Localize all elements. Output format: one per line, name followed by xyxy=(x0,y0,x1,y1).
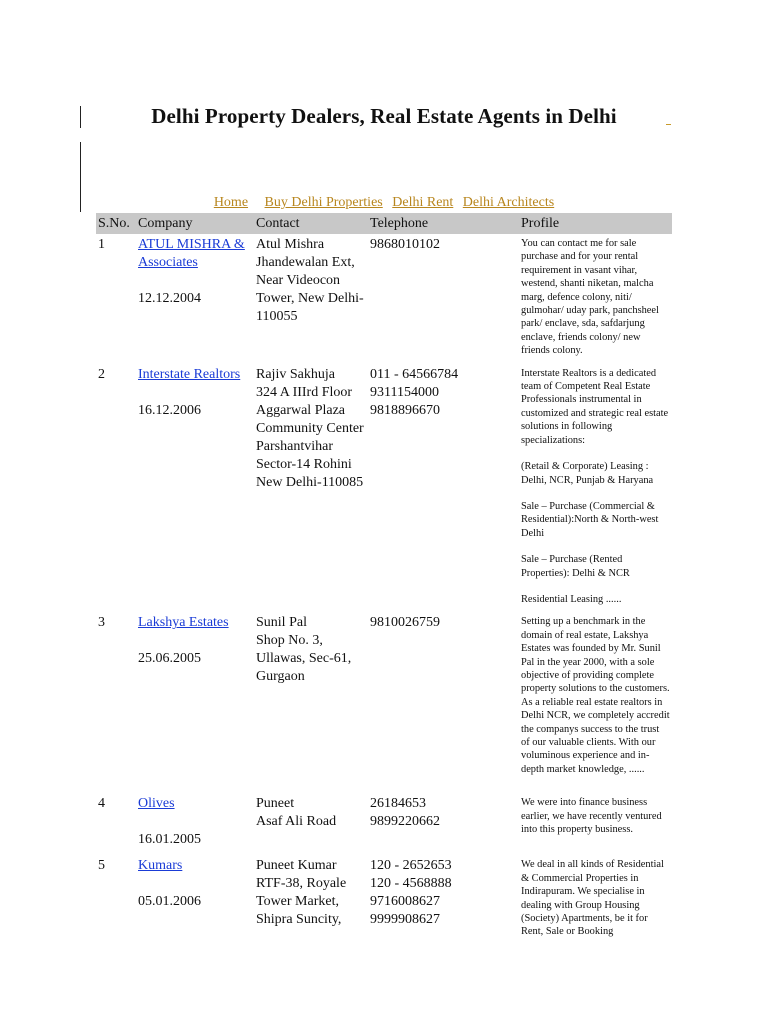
row-sno: 4 xyxy=(98,796,105,812)
company-link[interactable]: ATUL MISHRA & Associates xyxy=(138,237,245,270)
header-sno: S.No. xyxy=(96,213,136,234)
phone-number: 9311154000 xyxy=(370,384,439,400)
phone-number: 9818896670 xyxy=(370,402,440,418)
contact-name: Sunil Pal xyxy=(256,615,307,631)
header-telephone: Telephone xyxy=(368,213,519,234)
row-profile-cell xyxy=(519,793,672,855)
nav-buy-link[interactable]: Buy Delhi Properties xyxy=(264,195,383,210)
profile-text: (Retail & Corporate) Leasing : Delhi, NCR, Punjab & Haryana xyxy=(521,461,654,486)
profile-text: Interstate Realtors is a dedicated team of Competent Real Estate Professionals instrumental in customized and strategic real estate solutions in following specializations: xyxy=(521,367,669,446)
contact-address: Jhandewalan Ext, Near Videocon Tower, New Delhi-110055 xyxy=(256,255,364,324)
row-sno: 1 xyxy=(98,237,105,252)
company-link[interactable]: Olives xyxy=(138,796,175,812)
contact-address: Asaf Ali Road xyxy=(256,814,337,830)
header-profile: Profile xyxy=(519,213,672,234)
company-link[interactable]: Lakshya Estates xyxy=(138,615,229,631)
row-company-cell xyxy=(136,855,254,946)
row-company-cell xyxy=(136,793,254,855)
contact-name: Atul Mishra xyxy=(256,237,325,252)
header-company: Company xyxy=(136,213,254,234)
profile-text: You can contact me for sale purchase and for your rental requirement in vasant vihar, westend, shanti niketan, malcha marg, defence colony, niti/ gulmohar/ uday park, panchsheel park/ enclave, sda, safdarjung enclave, friends colony/ new friends colony. xyxy=(521,238,659,357)
profile-text: Setting up a benchmark in the domain of real estate, Lakshya Estates was founded by Mr. Sunil Pal in the year 2000, with a sole objective of providing complete property solutions to the customers. As a reliable real estate realtors in Delhi NCR, we completely accredit the companys success to the trust of our valuable clients. With our voluminous experience and in-depth market knowledge, ...... xyxy=(521,616,670,775)
phone-number: 120 - 2652653 xyxy=(370,858,452,874)
row-profile-cell xyxy=(519,234,672,364)
listing-date: 16.01.2005 xyxy=(138,832,201,848)
phone-number: 9899220662 xyxy=(370,814,440,830)
contact-address: Shop No. 3, Ullawas, Sec-61, Gurgaon xyxy=(256,633,352,685)
contact-name: Puneet xyxy=(256,796,295,812)
title-underline-fragment xyxy=(666,110,671,125)
row-sno: 2 xyxy=(98,366,105,382)
row-sno: 5 xyxy=(98,858,105,874)
phone-number: 9810026759 xyxy=(370,615,440,631)
row-company-cell xyxy=(136,234,254,364)
row-contact-cell xyxy=(254,793,368,855)
row-sno: 3 xyxy=(98,615,105,631)
row-telephone-cell xyxy=(368,234,519,364)
dealers-table xyxy=(96,213,672,946)
row-company-cell xyxy=(136,612,254,793)
profile-text: Sale – Purchase (Rented Properties): Delhi & NCR xyxy=(521,554,630,579)
row-contact-cell xyxy=(254,612,368,793)
profile-text: We deal in all kinds of Residential & Commercial Properties in Indirapuram. We specialise in dealing with Group Housing (Society) Apartments, be it for Rent, Sale or Booking xyxy=(521,859,664,938)
row-contact-cell xyxy=(254,364,368,613)
row-profile-cell xyxy=(519,612,672,793)
row-telephone-cell xyxy=(368,612,519,793)
table-header-row xyxy=(96,213,672,234)
company-link[interactable]: Interstate Realtors xyxy=(138,366,241,382)
page-title: Delhi Property Dealers, Real Estate Agents in Delhi xyxy=(151,104,617,128)
row-company-cell xyxy=(136,364,254,613)
profile-text: Sale – Purchase (Commercial & Residential):North & North-west Delhi xyxy=(521,500,659,539)
top-nav xyxy=(0,195,768,211)
table-row xyxy=(96,612,672,793)
phone-number: 9999908627 xyxy=(370,912,440,928)
contact-address: RTF-38, Royale Tower Market, Shipra Suncity, xyxy=(256,876,347,928)
phone-number: 120 - 4568888 xyxy=(370,876,452,892)
row-contact-cell xyxy=(254,234,368,364)
table-row xyxy=(96,793,672,855)
listing-date: 16.12.2006 xyxy=(138,402,201,418)
table-row xyxy=(96,855,672,946)
listing-date: 25.06.2005 xyxy=(138,651,201,667)
nav-home-link[interactable]: Home xyxy=(213,195,249,210)
contact-name: Puneet Kumar xyxy=(256,858,337,874)
row-profile-cell xyxy=(519,364,672,613)
listing-date: 05.01.2006 xyxy=(138,894,201,910)
profile-text: We were into finance business earlier, we have recently ventured into this property business. xyxy=(521,797,662,836)
contact-address: 324 A IIIrd Floor Aggarwal Plaza Community Center Parshantvihar Sector-14 Rohini New Delhi-110085 xyxy=(256,384,364,490)
row-telephone-cell xyxy=(368,364,519,613)
nav-rent-link[interactable]: Delhi Rent xyxy=(392,195,454,210)
table-row xyxy=(96,234,672,364)
phone-number: 9868010102 xyxy=(370,237,440,252)
row-contact-cell xyxy=(254,855,368,946)
contact-name: Rajiv Sakhuja xyxy=(256,366,335,382)
company-link[interactable]: Kumars xyxy=(138,858,183,874)
listing-date: 12.12.2004 xyxy=(138,291,201,306)
phone-number: 9716008627 xyxy=(370,894,440,910)
nav-architects-link[interactable]: Delhi Architects xyxy=(462,195,555,210)
phone-number: 011 - 64566784 xyxy=(370,366,459,382)
table-row xyxy=(96,364,672,613)
row-telephone-cell xyxy=(368,793,519,855)
phone-number: 26184653 xyxy=(370,796,426,812)
profile-text: Residential Leasing ...... xyxy=(521,593,622,605)
row-telephone-cell xyxy=(368,855,519,946)
header-contact: Contact xyxy=(254,213,368,234)
row-profile-cell xyxy=(519,855,672,946)
